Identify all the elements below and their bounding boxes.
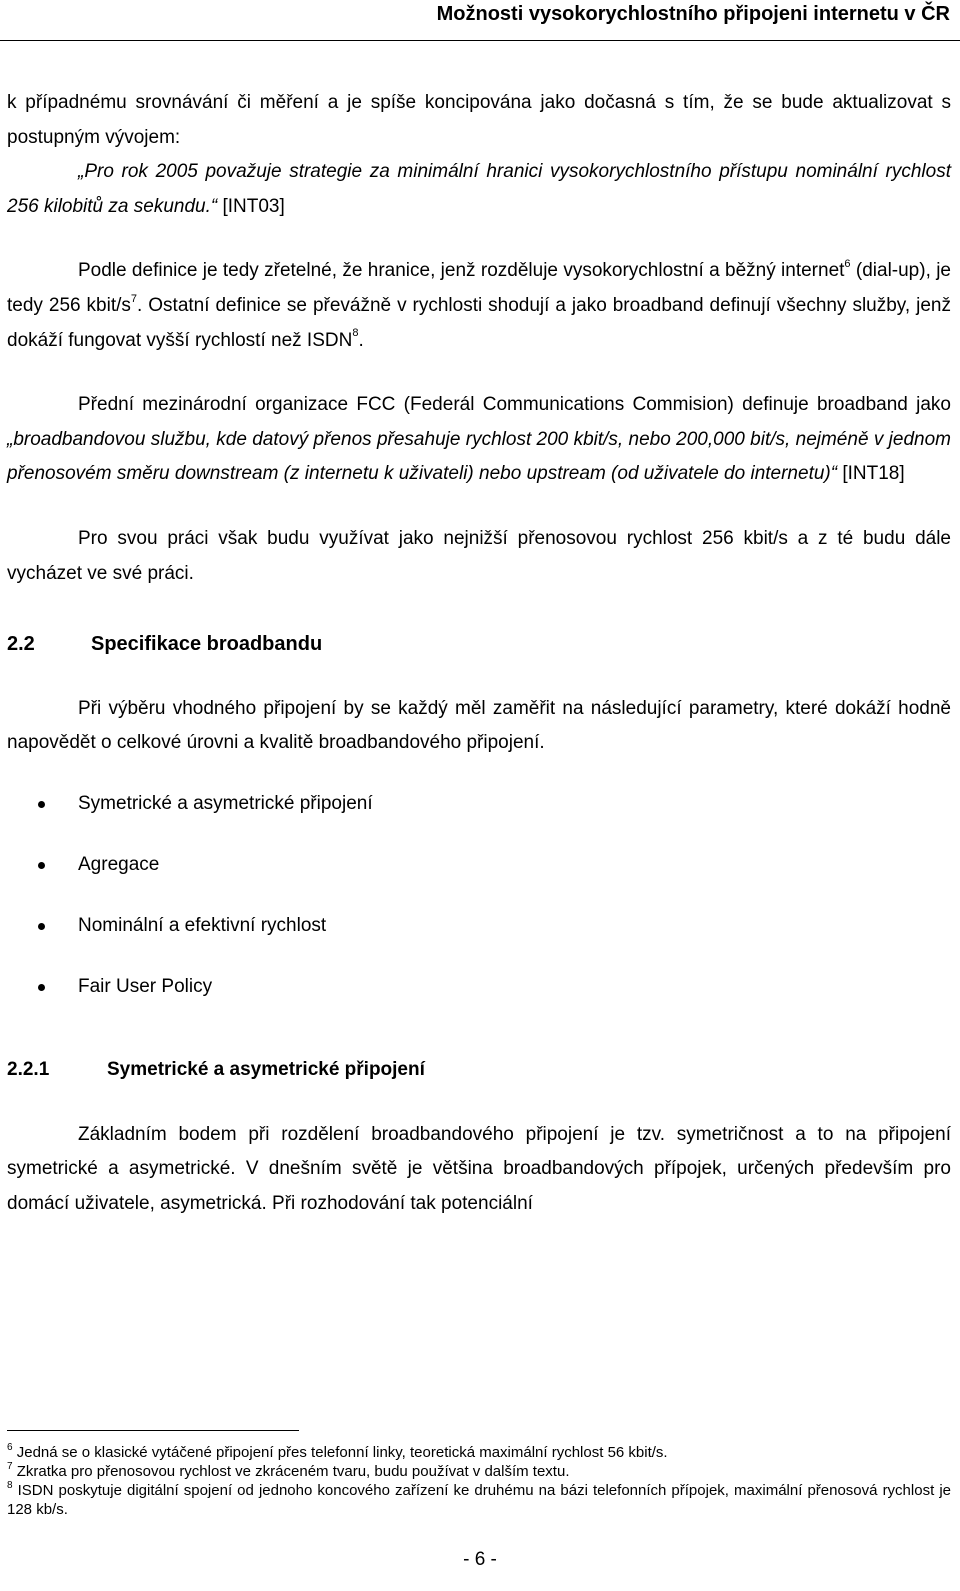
paragraph-quote — [7, 155, 951, 224]
paragraph-continuation: k případnému srovnávání či měření a je spíše koncipována jako dočasná s tím, že se bude aktualizovat s postupným vývojem: — [7, 92, 951, 148]
footnote-mark: 7 — [7, 1461, 13, 1472]
list-item-label: Fair User Policy — [78, 975, 213, 997]
footnote-separator — [7, 1430, 299, 1431]
bullet-icon — [38, 923, 45, 930]
footnote-mark: 8 — [7, 1480, 13, 1491]
page-number: - 6 - — [463, 1549, 497, 1570]
list-item-label: Agregace — [78, 853, 160, 875]
running-header: Možnosti vysokorychlostního připojeni internetu v ČR — [436, 3, 950, 25]
footnote-6 — [7, 1443, 951, 1462]
section-heading-2-2 — [7, 627, 951, 662]
section-title: Symetrické a asymetrické připojení — [107, 1058, 425, 1080]
parameter-list — [7, 787, 951, 1031]
fcc-quote: „broadbandovou službu, kde datový přenos přesahuje rychlost 200 kbit/s, nebo 200,000 bit/s, nejméně v jednom přenosovém směru downstream (z internetu k uživateli) nebo upstream (od uživatele do internetu)“ — [7, 428, 951, 485]
paragraph-symmetry: Základním bodem při rozdělení broadbandového připojení je tzv. symetričnost a to na připojení symetrické a asymetrické. V dnešním světě je většina broadbandových přípojek, určených především pro domácí uživatele, asymetrická. Při rozhodování tak potenciální — [7, 1123, 951, 1214]
text-span: (dial-up), je tedy 256 kbit/s — [7, 260, 951, 316]
list-item — [7, 970, 951, 1031]
section-number: 2.2.1 — [7, 1058, 50, 1080]
footnote-7 — [7, 1462, 951, 1481]
document-body — [7, 86, 951, 1221]
footnote-text: Zkratka pro přenosovou rychlost ve zkráceném tvaru, budu používat v dalším textu. — [12, 1463, 570, 1480]
list-item — [7, 787, 951, 848]
header-rule — [0, 40, 960, 41]
text-span: . — [358, 329, 364, 351]
section-heading-2-2-1 — [7, 1053, 951, 1088]
footnotes — [7, 1443, 951, 1519]
bullet-icon — [38, 801, 45, 808]
footnote-mark: 6 — [7, 1442, 13, 1453]
bullet-icon — [38, 862, 45, 869]
list-item-label: Nominální a efektivní rychlost — [78, 914, 327, 936]
footnote-text: ISDN poskytuje digitální spojení od jednoho koncového zařízení ke druhému na bázi telefonních přípojek, maximální přenosová rychlost je 128 kb/s. — [7, 1482, 951, 1518]
text-span: . Ostatní definice se převážně v rychlosti shodují a jako broadband definují všechny služby, jenž dokáží fungovat vyšší rychlostí než ISDN — [7, 294, 951, 351]
list-item — [7, 848, 951, 909]
strategy-quote: „Pro rok 2005 považuje strategie za minimální hranici vysokorychlostního přístupu nominální rychlost 256 kilobitů za sekundu.“ — [7, 161, 951, 217]
footnote-ref-8[interactable]: 8 — [352, 327, 359, 340]
list-item-label: Symetrické a asymetrické připojení — [78, 792, 373, 814]
bullet-icon — [38, 984, 45, 991]
footnote-text: Jedná se o klasické vytáčené připojení přes telefonní linky, teoretická maximální rychlost 56 kbit/s. — [12, 1444, 668, 1461]
paragraph-fcc — [7, 388, 951, 492]
section-number: 2.2 — [7, 633, 35, 656]
reference-int03: [INT03] — [217, 195, 285, 217]
text-span: Přední mezinárodní organizace FCC (Federál Communications Commision) definuje broadband jako — [78, 394, 951, 416]
text-span: Podle definice je tedy zřetelné, že hranice, jenž rozděluje vysokorychlostní a běžný internet — [78, 260, 845, 282]
reference-int18: [INT18] — [837, 463, 905, 485]
footnote-ref-6[interactable]: 6 — [844, 258, 851, 271]
footnote-8 — [7, 1481, 951, 1519]
footnote-ref-7[interactable]: 7 — [130, 292, 138, 305]
section-title: Specifikace broadbandu — [91, 633, 323, 656]
paragraph-definition — [7, 254, 951, 358]
paragraph-section-intro: Při výběru vhodného připojení by se každý měl zaměřit na následující parametry, které dokáží hodně napovědět o celkové úrovni a kvalitě broadbandového připojení. — [7, 697, 951, 754]
list-item — [7, 909, 951, 970]
paragraph-conclusion: Pro svou práci však budu využívat jako nejnižší přenosovou rychlost 256 kbit/s a z té budu dále vycházet ve své práci. — [7, 527, 951, 584]
